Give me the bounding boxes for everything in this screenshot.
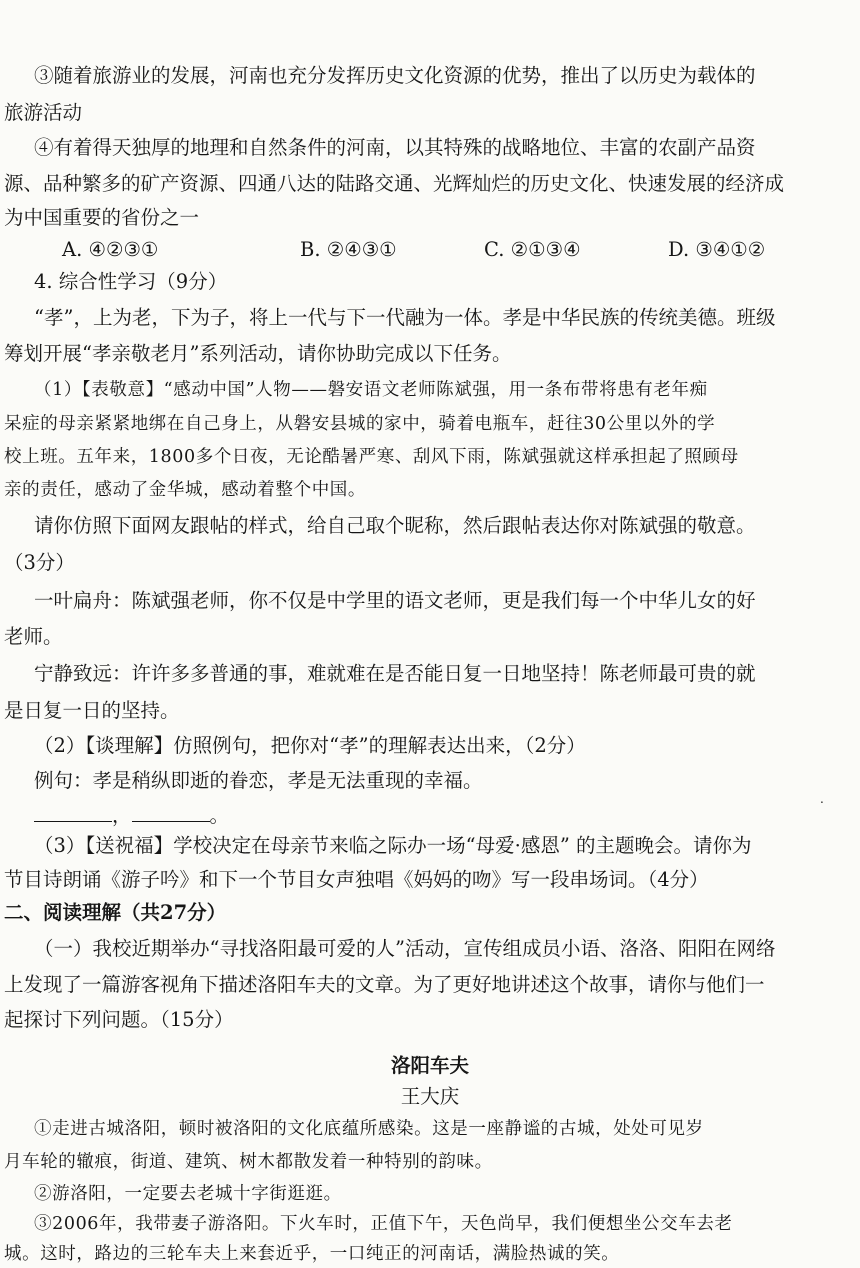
article-author: 王大庆 — [400, 1085, 460, 1108]
stray-dot: . — [820, 792, 824, 806]
option-a: A. ④②③① — [62, 238, 159, 261]
section-2-intro-line-3: 起探讨下列问题。（15分） — [4, 1008, 234, 1031]
q4-intro-line-1: “孝”，上为老，下为子，将上一代与下一代融为一体。孝是中华民族的传统美德。班级 — [34, 306, 776, 329]
answer-period: 。 — [209, 804, 230, 827]
sentence-4-line-1: ④有着得天独厚的地理和自然条件的河南，以其特殊的战略地位、丰富的农副产品资 — [34, 136, 756, 159]
article-para-3-line-2: 城。这时，路边的三轮车夫上来套近乎，一口纯正的河南话，满脸热诚的笑。 — [4, 1244, 620, 1264]
q4-title: 4. 综合性学习（9分） — [34, 270, 228, 293]
article-para-1-line-2: 月车轮的辙痕，街道、建筑、树木都散发着一种特别的韵味。 — [4, 1152, 493, 1172]
answer-blank-2[interactable] — [132, 803, 210, 822]
answer-blank-row — [34, 802, 229, 830]
sentence-3-line-2: 旅游活动 — [4, 101, 83, 124]
answer-comma: ， — [112, 804, 132, 827]
q4-part1-line-4: 亲的责任，感动了金华城，感动着整个中国。 — [4, 480, 366, 500]
article-para-3-line-1: ③2006年，我带妻子游洛阳。下火车时，正值下午，天色尚早，我们便想坐公交车去老 — [34, 1214, 733, 1234]
q4-part1-line-2: 呆症的母亲紧紧地绑在自己身上，从磐安县城的家中，骑着电瓶车，赶往30公里以外的学 — [4, 414, 716, 434]
q4-intro-line-2: 筹划开展“孝亲敬老月”系列活动，请你协助完成以下任务。 — [4, 342, 512, 365]
section-2-heading: 二、阅读理解（共27分） — [4, 901, 227, 924]
q4-part1-line-3: 校上班。五年来，1800多个日夜，无论酷暑严寒、刮风下雨，陈斌强就这样承担起了照顾母 — [4, 447, 739, 467]
q4-part1-line-1: （1）【表敬意】“感动中国”人物——磐安语文老师陈斌强，用一条布带将患有老年痴 — [34, 380, 708, 400]
sentence-4-line-3: 为中国重要的省份之一 — [4, 206, 200, 229]
answer-blank-1[interactable] — [34, 803, 112, 822]
article-para-1-line-1: ①走进古城洛阳，顿时被洛阳的文化底蕴所感染。这是一座静谧的古城，处处可见岁 — [34, 1119, 704, 1139]
example-post-1-line-1: 一叶扁舟：陈斌强老师，你不仅是中学里的语文老师，更是我们每一个中华儿女的好 — [34, 589, 756, 612]
section-2-intro-line-2: 上发现了一篇游客视角下描述洛阳车夫的文章。为了更好地讲述这个故事，请你与他们一 — [4, 973, 765, 996]
article-title: 洛阳车夫 — [390, 1054, 469, 1077]
q4-part1-task-line-2: （3分） — [4, 551, 75, 574]
q4-part2-example: 例句：孝是稍纵即逝的眷恋，孝是无法重现的幸福。 — [34, 769, 483, 792]
q4-part3-line-2: 节目诗朗诵《游子吟》和下一个节目女声独唱《妈妈的吻》写一段串场词。（4分） — [4, 868, 709, 891]
sentence-4-line-2: 源、品种繁多的矿产资源、四通八达的陆路交通、光辉灿烂的历史文化、快速发展的经济成 — [4, 172, 785, 195]
option-c: C. ②①③④ — [484, 238, 581, 261]
q4-part2-line-1: （2）【谈理解】仿照例句，把你对“孝”的理解表达出来，（2分） — [34, 734, 586, 757]
section-2-intro-line-1: （一）我校近期举办“寻找洛阳最可爱的人”活动，宣传组成员小语、洛洛、阳阳在网络 — [34, 937, 776, 960]
article-para-2: ②游洛阳，一定要去老城十字街逛逛。 — [34, 1184, 342, 1204]
q4-part3-line-1: （3）【送祝福】学校决定在母亲节来临之际办一场“母爱·感恩” 的主题晚会。请你为 — [34, 834, 752, 857]
example-post-1-line-2: 老师。 — [4, 625, 63, 648]
example-post-2-line-1: 宁静致远：许许多多普通的事，难就难在是否能日复一日地坚持！陈老师最可贵的就 — [34, 662, 756, 685]
example-post-2-line-2: 是日复一日的坚持。 — [4, 699, 180, 722]
q4-part1-task-line-1: 请你仿照下面网友跟帖的样式，给自己取个昵称，然后跟帖表达你对陈斌强的敬意。 — [34, 514, 756, 537]
option-d: D. ③④①② — [668, 238, 766, 261]
option-b: B. ②④③① — [300, 238, 397, 261]
sentence-3-line-1: ③随着旅游业的发展，河南也充分发挥历史文化资源的优势，推出了以历史为载体的 — [34, 64, 756, 87]
